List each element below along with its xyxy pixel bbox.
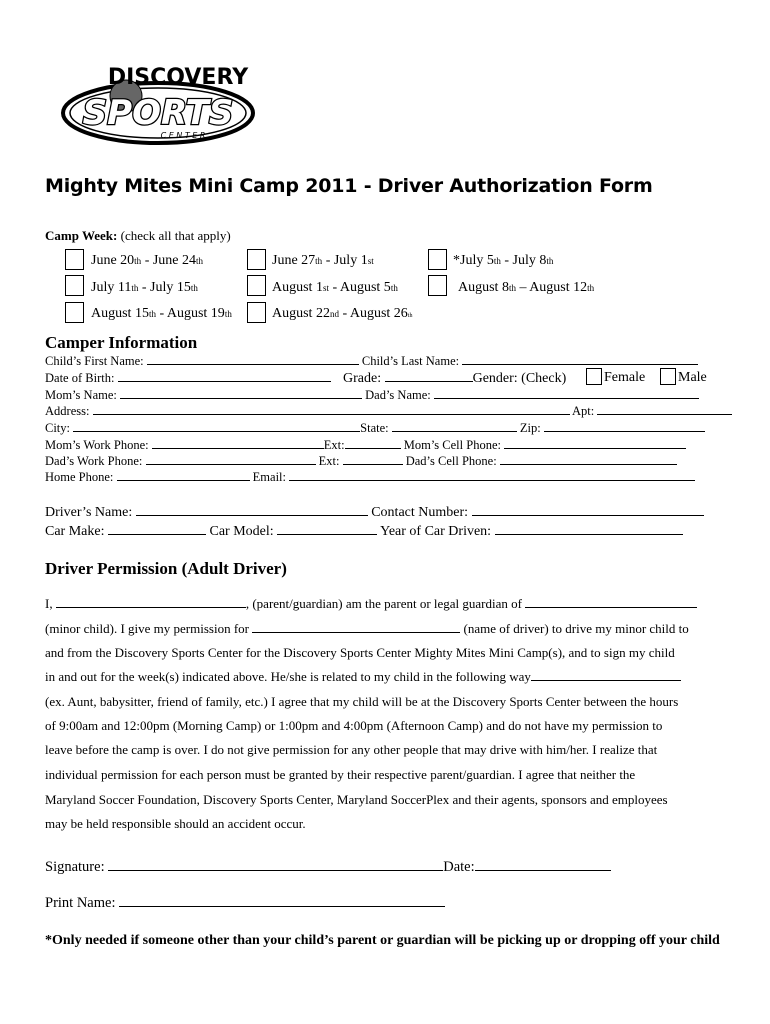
camp-week-label: Camp Week: (check all that apply) [45, 228, 231, 243]
car-row: Car Make: Car Model: Year of Car Driven: [45, 523, 683, 540]
week-checkbox-8[interactable] [247, 302, 266, 323]
permission-line-1: I, , (parent/guardian) am the parent or legal guardian of [45, 596, 697, 612]
date-field[interactable] [475, 859, 611, 871]
email-field[interactable] [289, 469, 695, 481]
signature-field[interactable] [108, 859, 443, 871]
mom-cell-phone-field[interactable] [504, 437, 686, 449]
week-checkbox-3[interactable] [428, 249, 447, 270]
permission-line-2: (minor child). I give my permission for (name of driver) to drive my minor child to [45, 621, 689, 636]
permission-line-10: may be held responsible should an accident occur. [45, 816, 306, 831]
dad-ext-field[interactable] [343, 453, 403, 465]
dad-cell-phone-field[interactable] [500, 453, 677, 465]
mom-work-phone-field[interactable] [152, 437, 324, 449]
minor-child-field[interactable] [525, 596, 697, 608]
female-label: Female [604, 370, 646, 385]
driver-permission-heading: Driver Permission (Adult Driver) [45, 559, 287, 578]
permission-line-7: leave before the camp is over. I do not give permission for any other people that may drive with him/her. I realize that [45, 742, 658, 757]
permission-line-3: and from the Discovery Sports Center for the Discovery Sports Center Mighty Mites Mini Camp(s), and to sign my child [45, 645, 675, 660]
permission-line-8: individual permission for each person must be granted by their respective parent/guardian. I agree that neither the [45, 767, 636, 782]
driver-permission-name-field[interactable] [252, 621, 460, 633]
week-checkbox-7[interactable] [65, 302, 84, 323]
driver-name-row: Driver’s Name: Contact Number: [45, 504, 704, 521]
contact-number-field[interactable] [472, 504, 704, 516]
week-label-2: June 27th - July 1st [272, 253, 374, 268]
week-label-5: August 1st - August 5th [272, 280, 398, 295]
parents-row: Mom’s Name: Dad’s Name: [45, 387, 699, 403]
child-last-name-field[interactable] [462, 353, 698, 365]
signature-row: Signature: Date: [45, 859, 611, 876]
car-make-field[interactable] [108, 523, 206, 535]
permission-line-4: in and out for the week(s) indicated above. He/she is related to my child in the following way [45, 669, 681, 685]
state-field[interactable] [392, 420, 517, 432]
home-phone-field[interactable] [117, 469, 250, 481]
week-checkbox-1[interactable] [65, 249, 84, 270]
child-first-name-field[interactable] [147, 353, 359, 365]
week-label-4: July 11th - July 15th [91, 280, 198, 295]
footnote: *Only needed if someone other than your child’s parent or guardian will be picking up or dropping off your child [45, 933, 720, 948]
permission-line-9: Maryland Soccer Foundation, Discovery Sports Center, Maryland SoccerPlex and their agents, sponsors and employees [45, 792, 668, 807]
relationship-field[interactable] [531, 669, 681, 681]
week-label-6: August 8th – August 12th [458, 280, 595, 295]
dad-name-field[interactable] [434, 387, 699, 399]
dad-work-phone-field[interactable] [146, 453, 316, 465]
male-checkbox[interactable] [660, 368, 676, 385]
city-field[interactable] [73, 420, 360, 432]
permission-line-6: of 9:00am and 12:00pm (Morning Camp) or 1:00pm and 4:00pm (Afternoon Camp) and do not have my permission to [45, 718, 663, 733]
logo-main-word: SPORTS [82, 93, 234, 133]
discovery-sports-center-logo [58, 58, 258, 148]
driver-name-field[interactable] [136, 504, 368, 516]
address-row: Address: Apt: [45, 403, 732, 419]
mom-name-field[interactable] [120, 387, 362, 399]
week-label-7: August 15th - August 19th [91, 306, 232, 321]
city-row: City: State: Zip: [45, 420, 705, 436]
dad-phone-row: Dad’s Work Phone: Ext: Dad’s Cell Phone: [45, 453, 677, 469]
week-checkbox-4[interactable] [65, 275, 84, 296]
camper-info-heading: Camper Information [45, 333, 198, 352]
female-checkbox[interactable] [586, 368, 602, 385]
week-label-3: *July 5th - July 8th [453, 253, 554, 268]
child-first-name-row: Child’s First Name: Child’s Last Name: [45, 353, 698, 369]
logo-top-word: DISCOVERY [107, 65, 249, 90]
logo-bottom-word: C E N T E R [160, 131, 206, 140]
mom-phone-row: Mom’s Work Phone: Ext: Mom’s Cell Phone: [45, 437, 686, 453]
male-label: Male [678, 370, 707, 385]
print-name-field[interactable] [119, 895, 445, 907]
dob-row: Date of Birth: [45, 370, 331, 386]
week-label-8: August 22nd - August 26th [272, 306, 413, 321]
permission-line-5: (ex. Aunt, babysitter, friend of family, etc.) I agree that my child will be at the Discovery Sports Center between the hours [45, 694, 679, 709]
week-checkbox-5[interactable] [247, 275, 266, 296]
guardian-name-field[interactable] [56, 596, 246, 608]
print-name-row: Print Name: [45, 895, 445, 912]
apt-field[interactable] [597, 403, 732, 415]
zip-field[interactable] [544, 420, 705, 432]
dob-field[interactable] [118, 370, 331, 382]
car-model-field[interactable] [277, 523, 377, 535]
week-label-1: June 20th - June 24th [91, 253, 204, 268]
car-year-field[interactable] [495, 523, 683, 535]
address-field[interactable] [93, 403, 570, 415]
mom-ext-field[interactable] [345, 437, 401, 449]
grade-field[interactable] [385, 370, 473, 382]
grade-row: Grade: Gender: (Check) [343, 371, 567, 386]
form-title: Mighty Mites Mini Camp 2011 - Driver Authorization Form [45, 175, 653, 197]
week-checkbox-6[interactable] [428, 275, 447, 296]
week-checkbox-2[interactable] [247, 249, 266, 270]
home-row: Home Phone: Email: [45, 469, 695, 485]
